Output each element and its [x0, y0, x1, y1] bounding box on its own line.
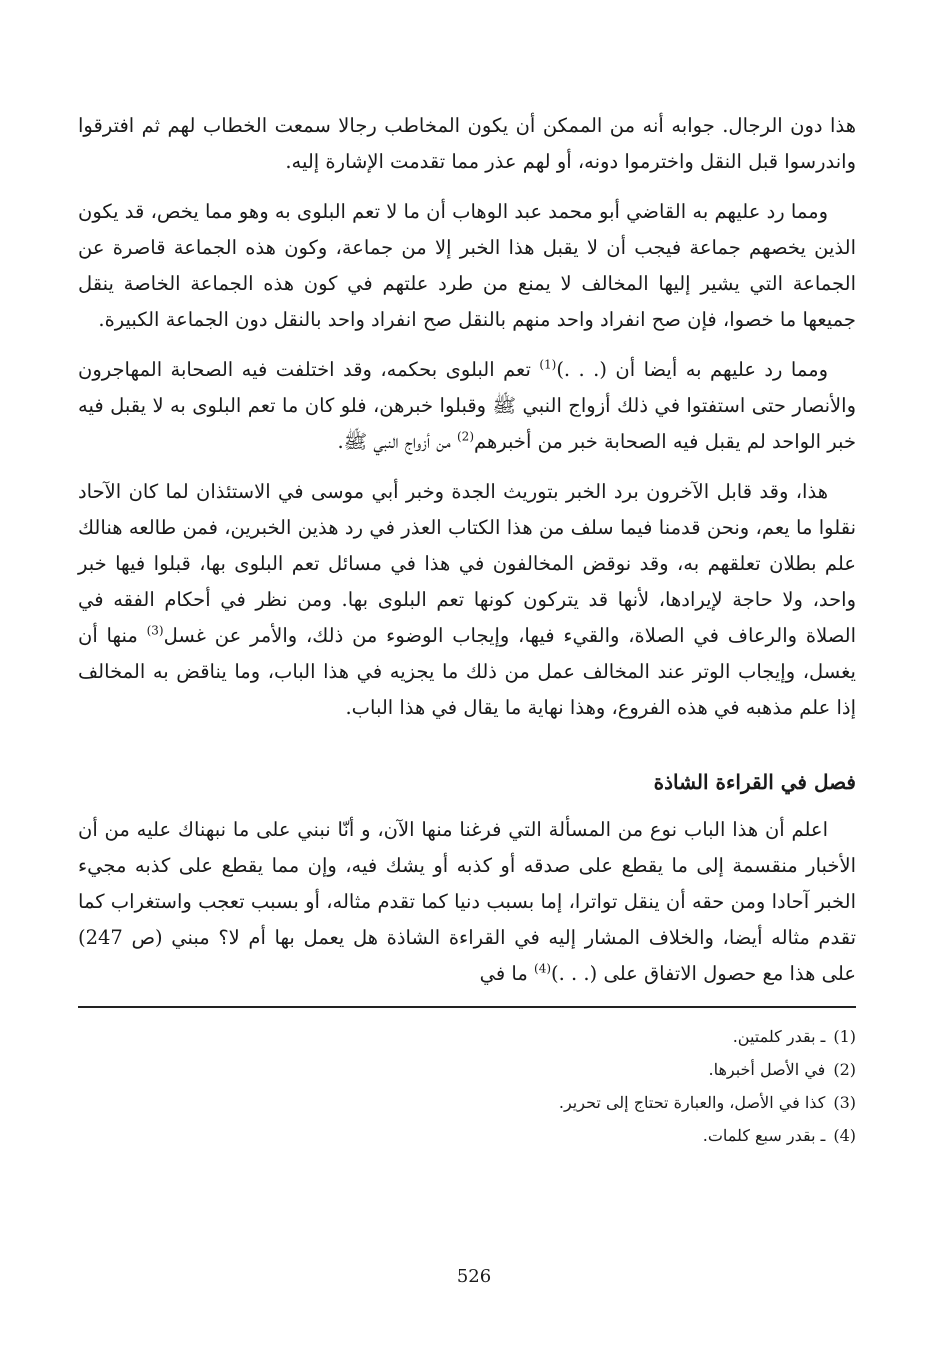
footnote-divider — [78, 1006, 856, 1008]
section-paragraph-part-1: اعلم أن هذا الباب نوع من المسألة التي فرغنا منها الآن، و أنّا نبني على ما نبهناك عليه من أن الأخبار منقسمة إلى ما يقطع على صدقه أو كذبه أو يشك فيه، وإن مما يقطع على كذبه مجيء الخبر آحادا ومن حقه أن ينقل تواترا، إما بسبب دنيا كما تقدم مثاله، أو بسبب تعجب واستغراب كما تقدم مثاله أيضا، والخلاف المشار إليه في القراءة الشاذة هل يعمل بها أم لا؟ مبني — [78, 818, 856, 949]
paragraph-3-part-3: من أزواج النبي ﷺ. — [337, 430, 457, 453]
paragraph-3-part-2: تعم البلوى بحكمه، وقد اختلفت فيه الصحابة المهاجرون والأنصار حتى استفتوا في ذلك أزواج النبي ﷺ وقبلوا خبرهن، فلو كان ما تعم البلوى به لا يقبل فيه خبر الواحد لم يقبل فيه الصحابة خبر من أخبرهم — [78, 358, 856, 453]
footnote-number: (3) — [833, 1093, 856, 1112]
footnote-ref-1: (1) — [539, 357, 557, 372]
page-reference: (ص 247) — [78, 926, 163, 949]
paragraph-1: هذا دون الرجال. جوابه أنه من الممكن أن يكون المخاطب رجالا سمعت الخطاب لهم ثم افترقوا واندرسوا قبل النقل واخترموا دونه، أو لهم عذر مما تقدمت الإشارة إليه. — [78, 114, 856, 173]
section-paragraph — [78, 812, 856, 992]
footnote-ref-2: (2) — [456, 429, 474, 444]
footnote-number: (2) — [833, 1060, 856, 1079]
footnote-2 — [78, 1053, 856, 1086]
footnote-1 — [78, 1020, 856, 1053]
paragraph-3 — [78, 352, 856, 460]
footnote-text: كذا في الأصل، والعبارة تحتاج إلى تحرير. — [558, 1093, 826, 1112]
section-title: فصل في القراءة الشاذة — [653, 770, 856, 794]
section-paragraph-part-2: على هذا مع حصول الاتفاق على (. . .) — [551, 962, 856, 985]
paragraph-4-part-2: منها أن يغسل، وإيجاب الوتر عند المخالف عمل من ذلك ما يجزيه في هذا الباب، وما يناقض به المخالف إذا علم مذهبه في هذه الفروع، وهذا نهاية ما يقال في هذا الباب. — [78, 624, 856, 719]
section-paragraph-part-3: ما في — [479, 962, 535, 985]
paragraph-3-part-1: ومما رد عليهم به أيضا أن (. . .) — [556, 358, 828, 381]
footnote-ref-3: (3) — [146, 623, 164, 638]
footnote-ref-4: (4) — [534, 961, 552, 976]
footnote-number: (4) — [833, 1126, 856, 1145]
page-number: 526 — [456, 1266, 492, 1287]
paragraph-2: ومما رد عليهم به القاضي أبو محمد عبد الوهاب أن ما لا تعم البلوى به وهو مما يخص، قد يكون الذين يخصهم جماعة فيجب أن لا يقبل هذا الخبر إلا من جماعة، وكون هذه الجماعة قاصرة عن الجماعة التي يشير إليها المخالف لا يمنع من طرد علتهم في كون هذه الجماعة الخاصة ينقل جميعها ما خصوا، فإن صح انفراد واحد منهم بالنقل صح انفراد واحد بالنقل دون الجماعة الكبيرة. — [78, 200, 856, 331]
footnote-text: في الأصل أخبرها. — [708, 1060, 826, 1079]
footnote-text: ـ بقدر سبع كلمات. — [702, 1126, 826, 1145]
footnote-4 — [78, 1119, 856, 1152]
paragraph-4-part-1: هذا، وقد قابل الآخرون برد الخبر بتوريث الجدة وخبر أبي موسى في الاستئذان لما كان الآحاد نقلوا ما يعم، ونحن قدمنا فيما سلف من هذا الكتاب العذر في رد هذين الخبرين، فمن طالعه هنالك علم بطلان تعلقهم به، وقد نوقض المخالفون في هذا في مسائل تعم البلوى بها، قبلوا فيها خبر واحد، ولا حاجة لإيرادها، لأنها قد يتركون كونها تعم البلوى بها. ومن نظر في أحكام الفقه في الصلاة والرعاف في الصلاة، والقيء فيها، وإيجاب الوضوء من ذلك، والأمر عن غسل — [78, 480, 856, 647]
main-text — [78, 108, 856, 1152]
footnote-text: ـ بقدر كلمتين. — [732, 1027, 826, 1046]
footnote-3 — [78, 1086, 856, 1119]
footnotes — [78, 1020, 856, 1152]
paragraph-4 — [78, 474, 856, 726]
footnote-number: (1) — [833, 1027, 856, 1046]
